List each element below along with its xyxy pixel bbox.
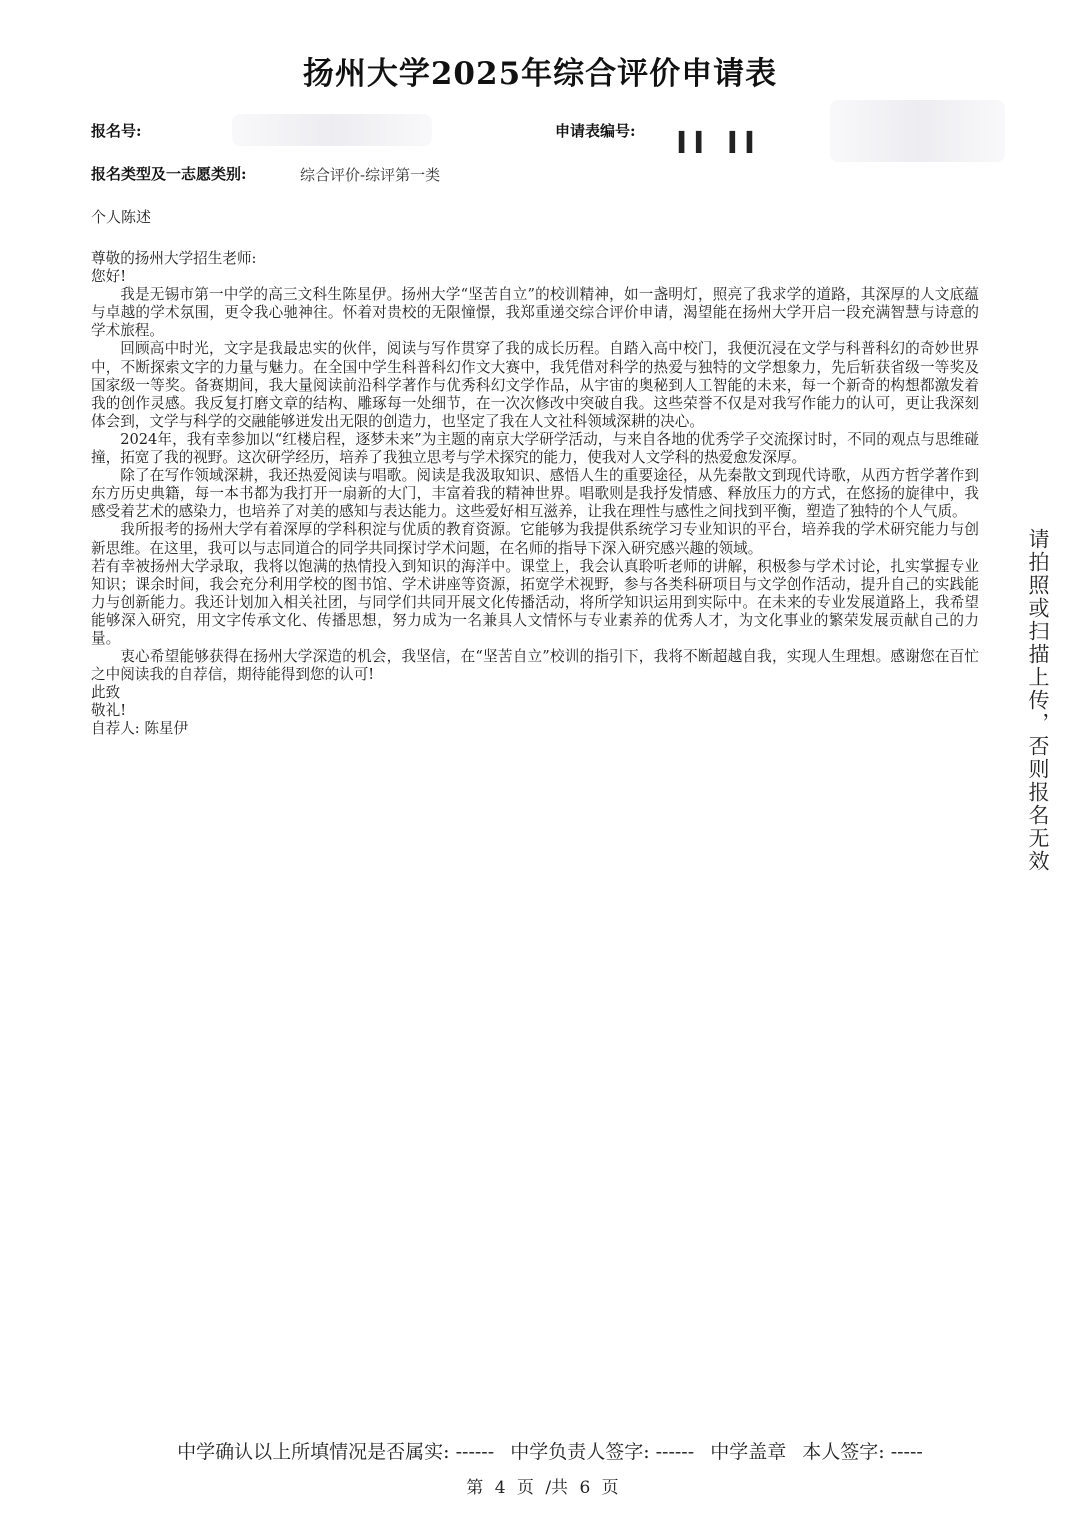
closing-line: 敬礼! (91, 702, 127, 720)
statement-paragraph: 我所报考的扬州大学有着深厚的学科积淀与优质的教育资源。它能够为我提供系统学习专业知识的平台，培养我的学术研究能力与创新思维。在这里，我可以与志同道合的同学共同探讨学术问题，在名师的指导下深入研究感兴趣的领域。 (91, 521, 979, 557)
confirm-text: 中学确认以上所填情况是否属实: ------ (177, 1441, 495, 1463)
registration-number-redacted (232, 114, 432, 146)
statement-paragraph: 我是无锡市第一中学的高三文科生陈星伊。扬州大学“坚苦自立”的校训精神，如一盏明灯，照亮了我求学的道路，其深厚的人文底蕴与卓越的学术氛围，更令我心驰神往。怀着对贵校的无限憧憬，我郑重递交综合评价申请，渴望能在扬州大学开启一段充满智慧与诗意的学术旅程。 (91, 286, 979, 340)
greeting: 您好! (91, 268, 127, 286)
closing-line: 此致 (91, 684, 121, 702)
section-heading: 个人陈述 (91, 208, 152, 226)
salutation: 尊敬的扬州大学招生老师: (91, 250, 257, 267)
application-type-label: 报名类型及一志愿类别: (91, 165, 247, 183)
upload-notice: 请拍照或扫描上传，否则报名无效 (1026, 528, 1050, 873)
form-number-handwriting: ⅠⅠ ⅠⅠ (676, 126, 762, 161)
self-signature: 本人签字: ----- (802, 1441, 923, 1463)
application-type-value: 综合评价-综评第一类 (300, 166, 441, 184)
form-number-redacted (830, 100, 1005, 162)
form-number-label: 申请表编号: (555, 122, 636, 140)
statement-paragraph: 除了在写作领域深耕，我还热爱阅读与唱歌。阅读是我汲取知识、感悟人生的重要途径，从先秦散文到现代诗歌，从西方哲学著作到东方历史典籍，每一本书都为我打开一扇新的大门，丰富着我的精神世界。唱歌则是我抒发情感、释放压力的方式，在悠扬的旋律中，我感受着艺术的感染力，也培养了对美的感知与表达能力。这些爱好相互滋养，让我在理性与感性之间找到平衡，塑造了独特的个人气质。 (91, 467, 979, 521)
form-title: 扬州大学2025年综合评价申请表 (302, 56, 778, 92)
principal-signature: 中学负责人签字: ------ (510, 1441, 695, 1463)
statement-paragraph: 回顾高中时光，文字是我最忠实的伙伴，阅读与写作贯穿了我的成长历程。自踏入高中校门，我便沉浸在文学与科普科幻的奇妙世界中，不断探索文字的力量与魅力。在全国中学生科普科幻作文大赛中，我凭借对科学的热爱与独特的文学想象力，先后斩获省级一等奖及国家级一等奖。备赛期间，我大量阅读前沿科学著作与优秀科幻文学作品，从宇宙的奥秘到人工智能的未来，每一个新奇的构想都激发着我的创作灵感。我反复打磨文章的结构、雕琢每一处细节，在一次次修改中突破自我。这些荣誉不仅是对我写作能力的认可，更让我深刻体会到，文学与科学的交融能够迸发出无限的创造力，也坚定了我在人文社科领域深耕的决心。 (91, 340, 979, 430)
statement-paragraph: 若有幸被扬州大学录取，我将以饱满的热情投入到知识的海洋中。课堂上，我会认真聆听老师的讲解，积极参与学术讨论，扎实掌握专业知识；课余时间，我会充分利用学校的图书馆、学术讲座等资源，拓宽学术视野，参与各类科研项目与文学创作活动，提升自己的实践能力与创新能力。我还计划加入相关社团，与同学们共同开展文化传播活动，将所学知识运用到实际中。在未来的专业发展道路上，我希望能够深入研究，用文字传承文化、传播思想，努力成为一名兼具人文情怀与专业素养的优秀人才，为文化事业的繁荣发展贡献自己的力量。 (91, 557, 979, 647)
registration-number-label: 报名号: (91, 122, 142, 140)
page-number: 第 4 页 /共 6 页 (466, 1478, 619, 1498)
statement-paragraph: 衷心希望能够获得在扬州大学深造的机会，我坚信，在“坚苦自立”校训的指引下，我将不断超越自我，实现人生理想。感谢您在百忙之中阅读我的自荐信，期待能得到您的认可! (91, 648, 979, 684)
signature: 自荐人: 陈星伊 (91, 720, 189, 738)
personal-statement (91, 250, 979, 739)
school-confirmation (0, 1437, 1080, 1464)
school-seal: 中学盖章 (710, 1441, 787, 1463)
statement-paragraph: 2024年，我有幸参加以“红楼启程，逐梦未来”为主题的南京大学研学活动，与来自各地的优秀学子交流探讨时，不同的观点与思维碰撞，拓宽了我的视野。这次研学经历，培养了我独立思考与学术探究的能力，使我对人文学科的热爱愈发深厚。 (91, 430, 979, 467)
